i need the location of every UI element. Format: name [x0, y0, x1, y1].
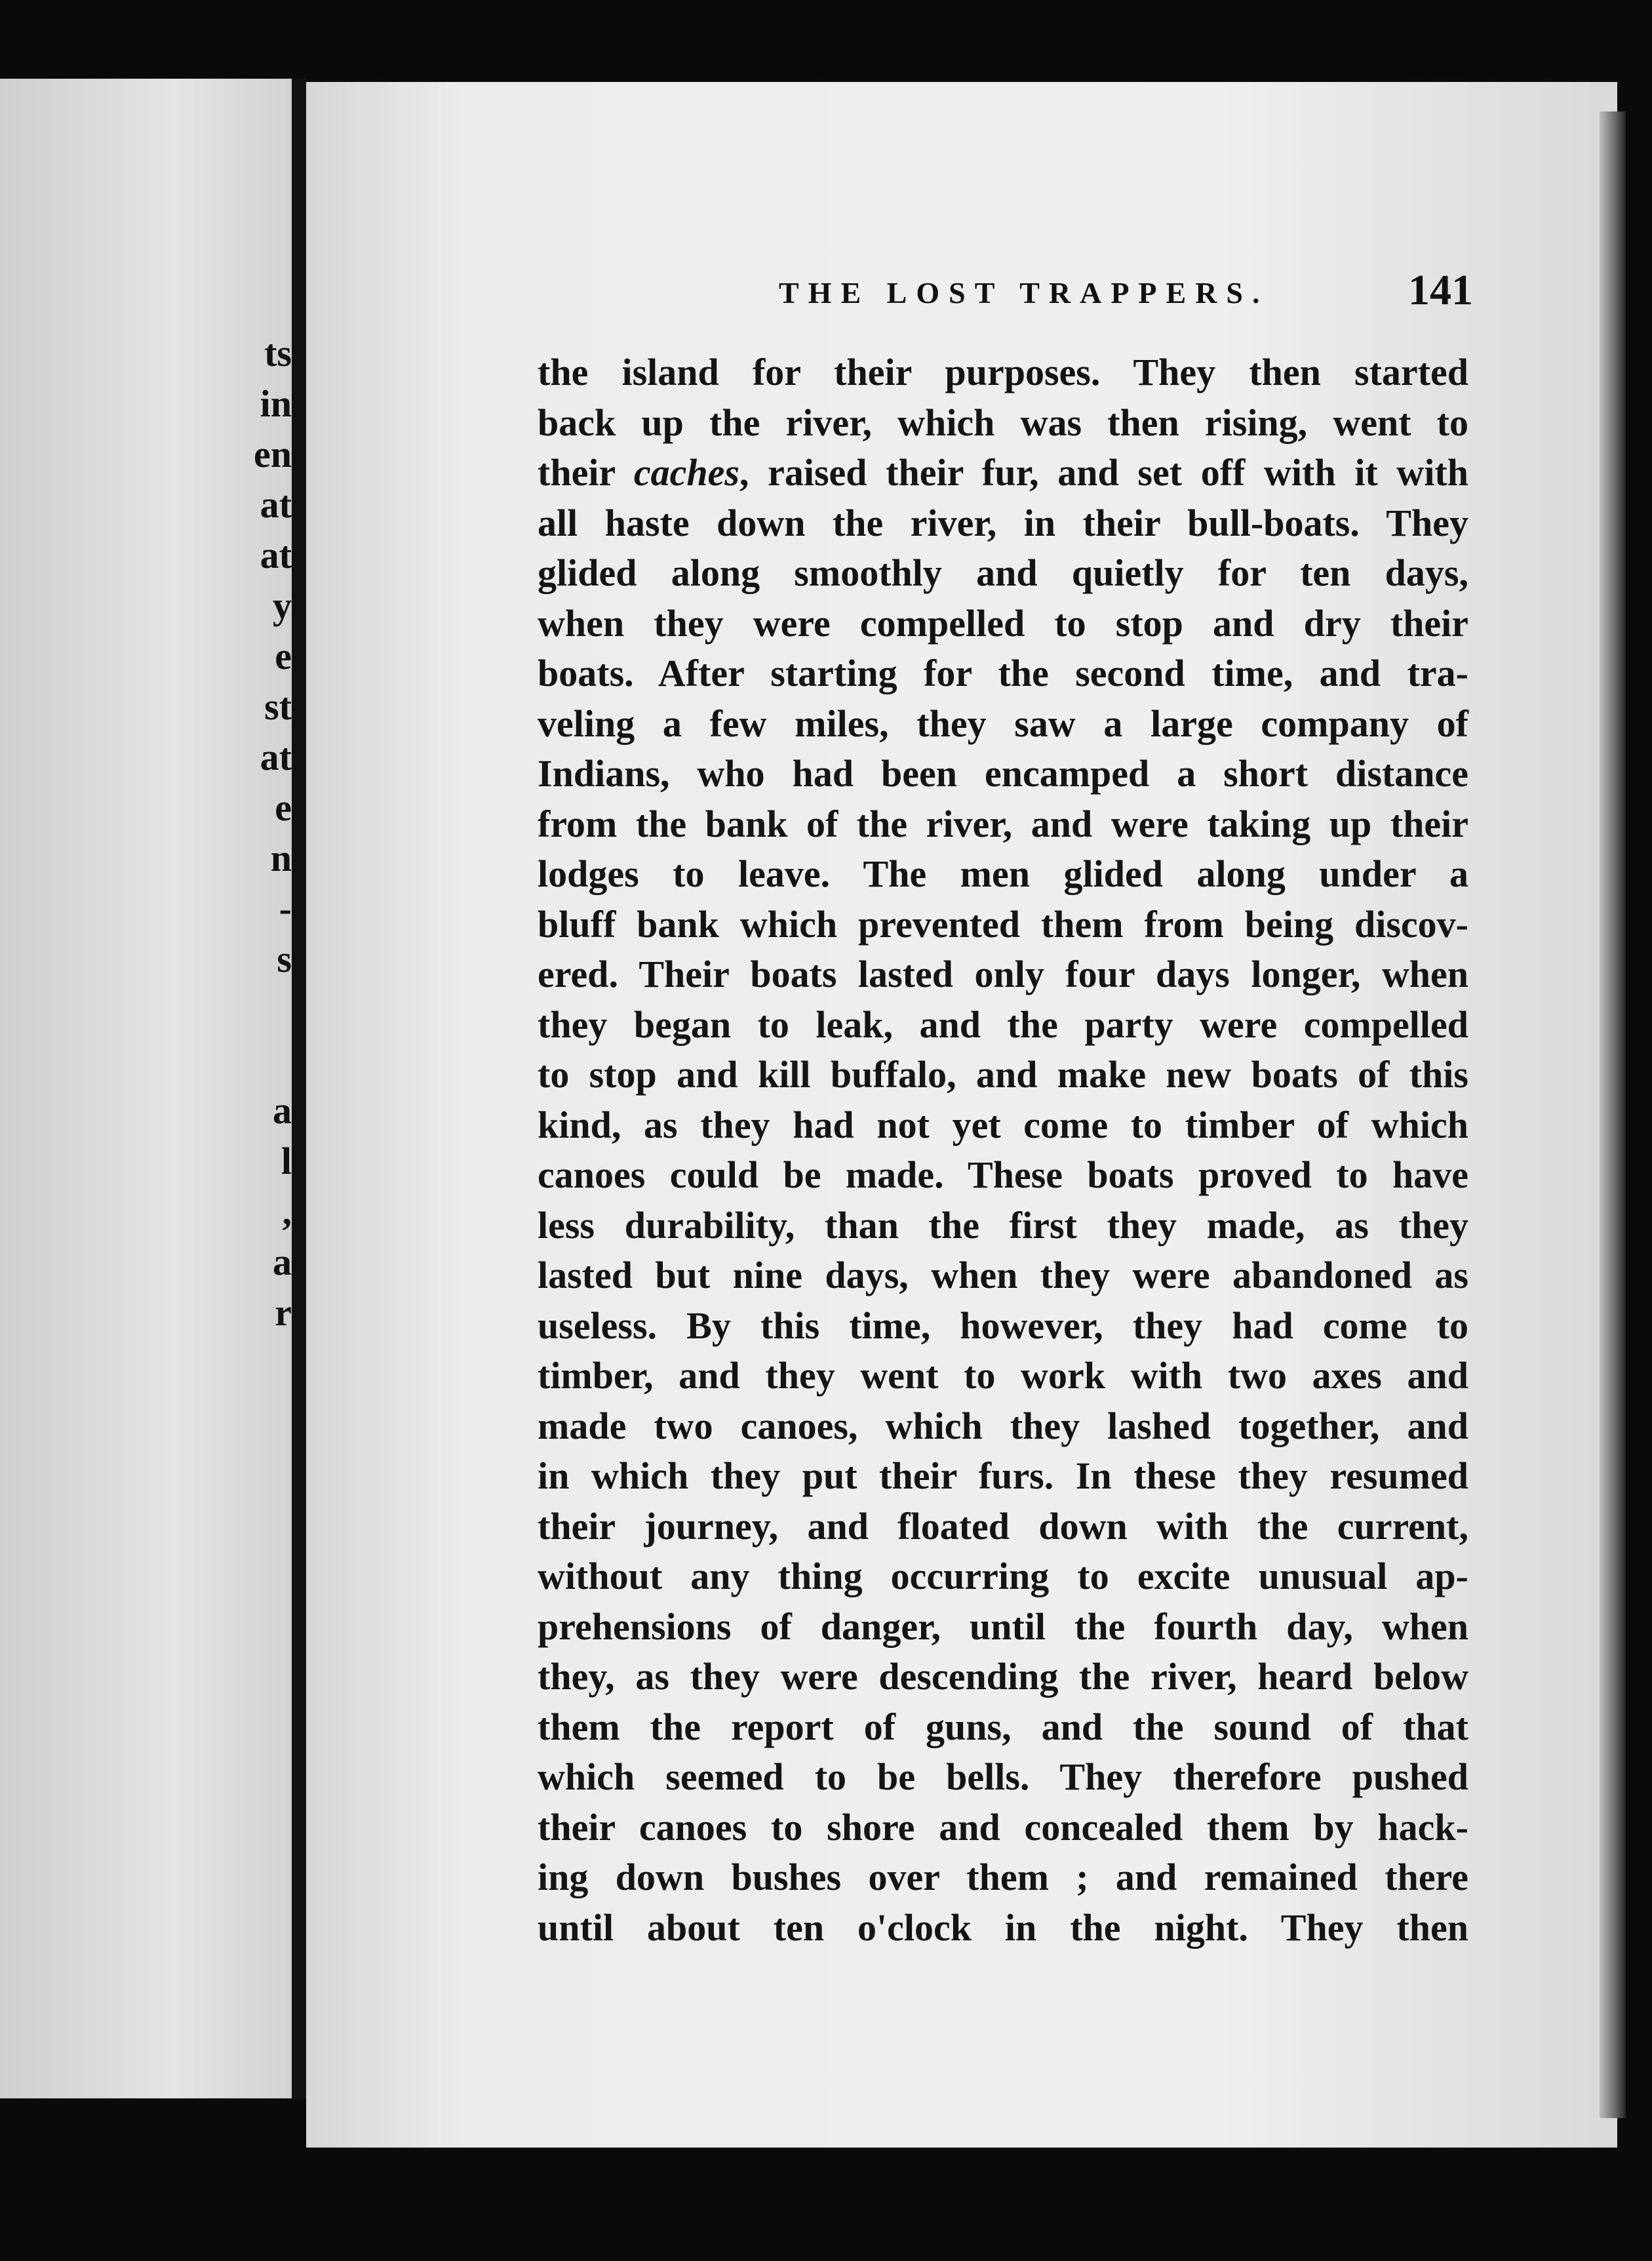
- text-line: them the report of guns, and the sound of that: [538, 1705, 1468, 1748]
- page-number: 141: [1408, 266, 1473, 314]
- text-line: in which they put their furs. In these they resumed: [538, 1454, 1468, 1497]
- left-page-margin-fragments: [239, 328, 292, 1338]
- left-page: [0, 79, 292, 2098]
- margin-fragment: [239, 1035, 292, 1085]
- text-line: lodges to leave. The men glided along under a: [538, 852, 1468, 895]
- margin-fragment: l: [281, 1140, 292, 1182]
- text-line: which seemed to be bells. They therefore pushed: [538, 1755, 1468, 1798]
- margin-fragment: s: [277, 938, 292, 980]
- text-line: until about ten o'clock in the night. They then: [538, 1906, 1468, 1949]
- text-line: Indians, who had been encamped a short distance: [538, 752, 1468, 795]
- margin-fragment: a: [273, 1089, 292, 1132]
- text-line: ing down bushes over them ; and remained there: [538, 1856, 1468, 1898]
- body-text: [538, 348, 1468, 1953]
- text-line: to stop and kill buffalo, and make new boats of this: [538, 1053, 1468, 1096]
- margin-fragment: at: [260, 534, 292, 576]
- text-line: they, as they were descending the river, heard below: [538, 1655, 1468, 1698]
- margin-fragment: ts: [264, 332, 292, 374]
- margin-fragment: en: [254, 433, 292, 475]
- margin-fragment: [239, 984, 292, 1035]
- text-line: canoes could be made. These boats proved to have: [538, 1153, 1468, 1196]
- margin-fragment: e: [275, 635, 292, 677]
- text-line: without any thing occurring to excite unusual ap-: [538, 1555, 1468, 1597]
- margin-fragment: ,: [282, 1190, 292, 1233]
- text-line: their caches, raised their fur, and set off with it with: [538, 451, 1469, 494]
- margin-fragment: -: [279, 887, 292, 930]
- margin-fragment: y: [273, 584, 292, 627]
- text-line: timber, and they went to work with two axes and: [538, 1354, 1468, 1397]
- text-line: all haste down the river, in their bull-boats. They: [538, 501, 1468, 544]
- text-line: from the bank of the river, and were taking up their: [538, 802, 1468, 845]
- text-line: their canoes to shore and concealed them by hack-: [538, 1805, 1468, 1849]
- text-line: lasted but nine days, when they were abandoned as: [538, 1254, 1468, 1296]
- text-line: made two canoes, which they lashed together, and: [538, 1404, 1468, 1447]
- margin-fragment: r: [275, 1291, 292, 1334]
- text-line: useless. By this time, however, they had come to: [538, 1304, 1468, 1347]
- italic-word: caches: [633, 451, 739, 494]
- text-line: prehensions of danger, until the fourth day, when: [538, 1605, 1468, 1648]
- page-edge-shadow: [1600, 111, 1626, 2118]
- margin-fragment: in: [260, 382, 292, 425]
- book-gutter: [292, 79, 306, 2098]
- margin-fragment: e: [275, 786, 292, 829]
- text-line: the island for their purposes. They then started: [538, 351, 1468, 393]
- margin-fragment: n: [270, 837, 292, 879]
- text-line: glided along smoothly and quietly for ten days,: [538, 551, 1468, 594]
- margin-fragment: a: [273, 1241, 292, 1283]
- text-line: they began to leak, and the party were compelled: [538, 1003, 1468, 1046]
- text-line: ered. Their boats lasted only four days longer, when: [538, 953, 1468, 995]
- text-line: their journey, and floated down with the current,: [538, 1504, 1468, 1548]
- text-line: kind, as they had not yet come to timber of which: [538, 1103, 1468, 1146]
- running-head: THE LOST TRAPPERS.: [779, 276, 1269, 310]
- text-line: boats. After starting for the second time, and tra-: [538, 652, 1468, 694]
- text-line: veling a few miles, they saw a large company of: [538, 702, 1468, 745]
- margin-fragment: at: [260, 483, 292, 526]
- margin-fragment: at: [260, 736, 292, 778]
- text-line: less durability, than the first they made, as they: [538, 1203, 1468, 1247]
- margin-fragment: st: [264, 685, 292, 728]
- text-line: bluff bank which prevented them from being discov-: [538, 902, 1468, 946]
- text-line: back up the river, which was then rising, went to: [538, 401, 1468, 444]
- text-line: when they were compelled to stop and dry their: [538, 601, 1468, 645]
